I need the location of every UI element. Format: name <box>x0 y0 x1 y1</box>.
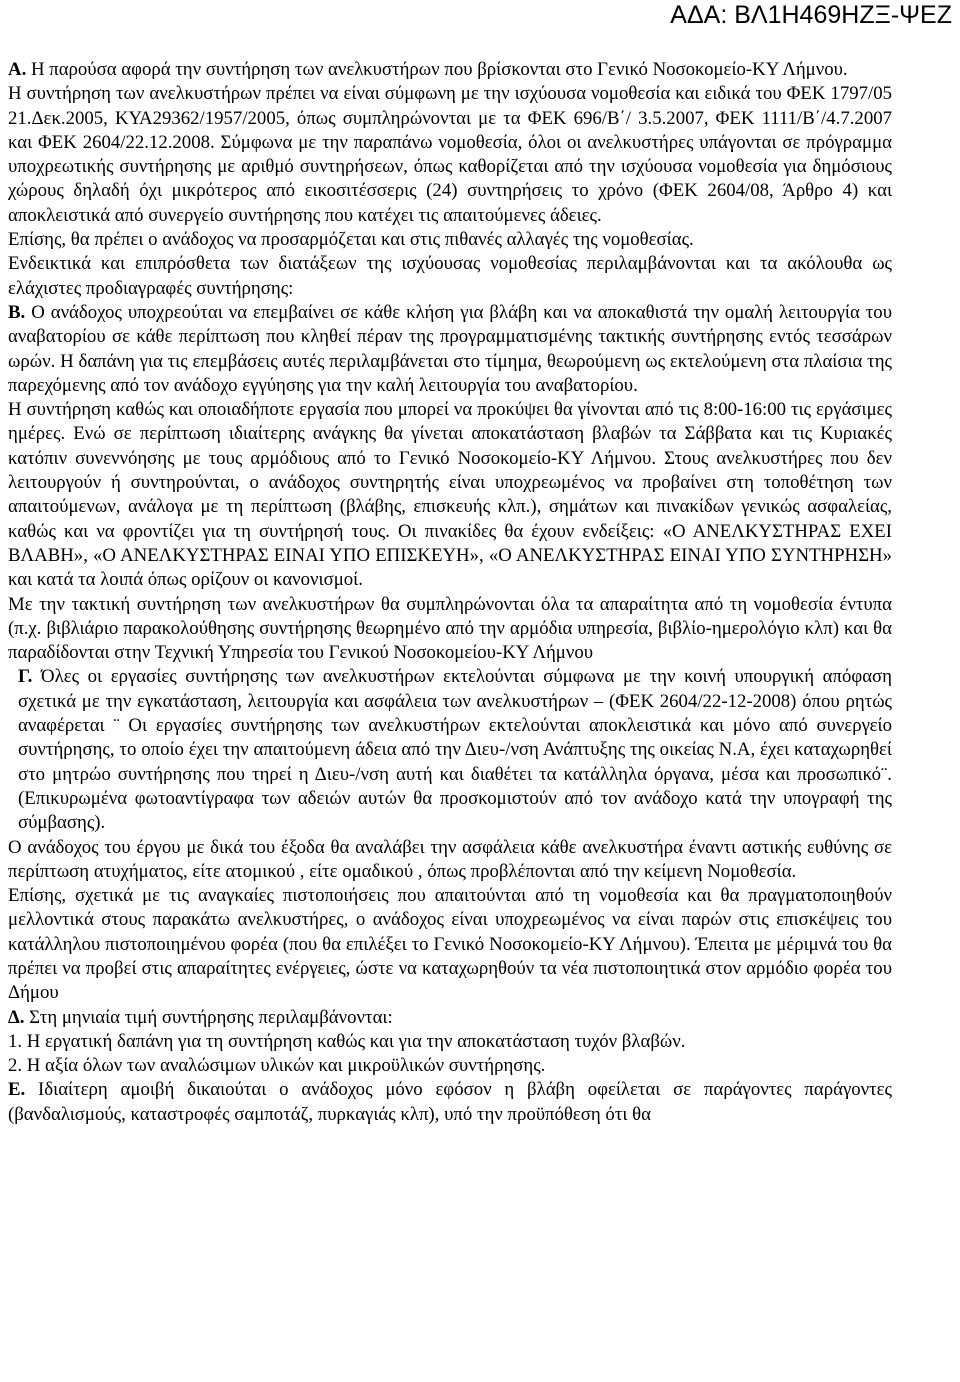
paragraph-legislation-changes <box>8 228 892 252</box>
section-label-e: Ε. <box>8 1079 26 1101</box>
list-item-2 <box>8 1054 892 1078</box>
paragraph-text: Με την τακτική συντήρηση των ανελκυστήρων θα συμπληρώνονται όλα τα απαραίτητα από τη νομοθεσία έντυπα (π.χ. βιβλιάριο παρακολούθησης συντήρησης θεωρημένο από την αρμόδια υπηρεσία, βιβλίο-ημερολόγιο κλπ) και θα παραδίδονται στην Τεχνική Υπηρεσία του Γενικού Νοσοκομείου-ΚΥ Λήμνου <box>8 593 892 664</box>
paragraph-forms <box>8 593 892 666</box>
paragraph-text: Επίσης, σχετικά με τις αναγκαίες πιστοποιήσεις που απαιτούνται από τη νομοθεσία και θα πραγματοποιηθούν μελλοντικά στους παρακάτω ανελκυστήρες, ο ανάδοχος είναι υποχρεωμένος να είναι παρών στις επισκέψεις του κατάλληλου πιστοποιημένου φορέα (που θα επιλέξει το Γενικό Νοσοκομείο-ΚΥ Λήμνου). Έπειτα με μέριμνά του θα πρέπει να προβεί στις απαραίτητες ενέργειες, ώστε να καταχωρηθούν τα νέα πιστοποιητικά στον αρμόδιο φορέα του Δήμου <box>8 885 892 1004</box>
paragraph-text: Ιδιαίτερη αμοιβή δικαιούται ο ανάδοχος μόνο εφόσον η βλάβη οφείλεται σε παράγοντες παράγοντες (βανδαλισμούς, καταστροφές σαμποτάζ, πυρκαγιάς κλπ), υπό την προϋπόθεση ότι θα <box>8 1079 892 1125</box>
paragraph-text: Ενδεικτικά και επιπρόσθετα των διατάξεων της ισχύουσας νομοθεσίας περιλαμβάνονται και τα ακόλουθα ως ελάχιστες προδιαγραφές συντήρησης: <box>8 253 892 299</box>
paragraph-certifications <box>8 884 892 1005</box>
paragraph-b <box>8 301 892 398</box>
paragraph-text: Ο ανάδοχος του έργου με δικά του έξοδα θα αναλάβει την ασφάλεια κάθε ανελκυστήρα έναντι αστικής ευθύνης σε περίπτωση ατυχήματος, είτε ατομικού , είτε ομαδικού , όπως προβλέπονται από την κείμενη Νομοθεσία. <box>8 836 892 882</box>
paragraph-text: 2. Η αξία όλων των αναλώσιμων υλικών και μικροϋλικών συντήρησης. <box>8 1055 546 1077</box>
paragraph-specs-intro <box>8 252 892 301</box>
section-label-b: Β. <box>8 301 26 323</box>
paragraph-a <box>8 58 892 82</box>
paragraph-insurance <box>8 836 892 885</box>
paragraph-legislation <box>8 82 892 228</box>
paragraph-text: Ο ανάδοχος υποχρεούται να επεμβαίνει σε κάθε κλήση για βλάβη και να αποκαθιστά την ομαλή λειτουργία του αναβατορίου σε κάθε περίπτωση που κληθεί πέραν της προγραμματισμένης τακτικής συντήρησης εντός τεσσάρων ωρών. Η δαπάνη για τις επεμβάσεις αυτές περιλαμβάνεται στο τίμημα, θεωρούμενη ως εκτελούμενη στα πλαίσια της παρεχόμενης από τον ανάδοχο εγγύησης για την καλή λειτουργία του αναβατορίου. <box>8 301 892 396</box>
section-label-c: Γ. <box>18 666 33 688</box>
section-label-d: Δ. <box>8 1006 25 1028</box>
list-item-1 <box>8 1030 892 1054</box>
paragraph-text: Η συντήρηση των ανελκυστήρων πρέπει να είναι σύμφωνη με την ισχύουσα νομοθεσία και ειδικά του ΦΕΚ 1797/05 21.Δεκ.2005, ΚΥΑ29362/1957/2005, όπως συμπληρώνονται με τα ΦΕΚ 696/Β΄/ 3.5.2007, ΦΕΚ 1111/Β΄/4.7.2007 και ΦΕΚ 2604/22.12.2008. Σύμφωνα με την παραπάνω νομοθεσία, όλοι οι ανελκυστήρες υπάγονται σε πρόγραμμα υποχρεωτικής συντήρησης με αριθμό συντηρήσεων, όπως καθορίζεται από την ισχύουσα νομοθεσία για δημόσιους χώρους δηλαδή όχι μικρότερος από εικοσιτέσσερις (24) συντηρήσεις το χρόνο (ΦΕΚ 2604/08, Άρθρο 4) και αποκλειστικά από συνεργείο συντήρησης που κατέχει τις απαιτούμενες άδειες. <box>8 83 892 226</box>
ada-code: ΑΔΑ: ΒΛ1Η469ΗΖΞ-ΨΕΖ <box>670 1 952 29</box>
paragraph-text: Η συντήρηση καθώς και οποιαδήποτε εργασία που μπορεί να προκύψει θα γίνονται από τις 8:00-16:00 τις εργάσιμες ημέρες. Ενώ σε περίπτωση ιδιαίτερης ανάγκης θα γίνεται αποκατάσταση βλαβών τα Σάββατα και τις Κυριακές κατόπιν συνεννόησης με τους αρμόδιους από το Γενικό Νοσοκομείο-ΚΥ Λήμνου. Στους ανελκυστήρες που δεν λειτουργούν ή συντηρούνται, ο ανάδοχος συντηρητής είναι υποχρεωμένος να προβαίνει στη τοποθέτηση των απαιτούμενων, ανάλογα με τη περίπτωση (βλάβης, επισκευής κλπ.), σημάτων και πινακίδων γενικώς ασφαλείας, καθώς και να φροντίζει για τη συντήρησή τους. Οι πινακίδες θα έχουν ενδείξεις: «Ο ΑΝΕΛΚΥΣΤΗΡΑΣ ΕΧΕΙ ΒΛΑΒΗ», «Ο ΑΝΕΛΚΥΣΤΗΡΑΣ ΕΙΝΑΙ ΥΠΟ ΕΠΙΣΚΕΥΗ», «Ο ΑΝΕΛΚΥΣΤΗΡΑΣ ΕΙΝΑΙ ΥΠΟ ΣΥΝΤΗΡΗΣΗ» και κατά τα λοιπά όπως ορίζουν οι κανονισμοί. <box>8 399 892 591</box>
paragraph-e <box>8 1078 892 1127</box>
paragraph-c <box>8 665 892 835</box>
paragraph-text: Η παρούσα αφορά την συντήρηση των ανελκυστήρων που βρίσκονται στο Γενικό Νοσοκομείο-ΚΥ Λήμνου. <box>26 59 848 80</box>
paragraph-d <box>8 1006 892 1030</box>
paragraph-text: Όλες οι εργασίες συντήρησης των ανελκυστήρων εκτελούνται σύμφωνα με την κοινή υπουργική απόφαση σχετικά με την εγκατάσταση, λειτουργία και ασφάλεια των ανελκυστήρων – (ΦΕΚ 2604/22-12-2008) όπου ρητώς αναφέρεται ¨ Οι εργασίες συντήρησης των ανελκυστήρων εκτελούνται αποκλειστικά και μόνο από συνεργείο συντήρησης, το οποίο έχει την απαιτούμενη άδεια από την Διευ-/νση Ανάπτυξης της οικείας Ν.Α, έχει καταχωρηθεί στο μητρώο συντήρησης που τηρεί η Διευ-/νση αυτή και διαθέτει τα κατάλληλα όργανα, μέσα και προσωπικό¨. (Επικυρωμένα φωτοαντίγραφα των αδειών αυτών θα προσκομιστούν από τον ανάδοχο κατά την υπογραφή της σύμβασης). <box>18 666 892 834</box>
document-body <box>8 58 892 1127</box>
paragraph-text: Επίσης, θα πρέπει ο ανάδοχος να προσαρμόζεται και στις πιθανές αλλαγές της νομοθεσίας. <box>8 229 694 251</box>
paragraph-text: Στη μηνιαία τιμή συντήρησης περιλαμβάνονται: <box>24 1006 393 1028</box>
section-label-a: Α. <box>8 59 27 80</box>
paragraph-working-hours <box>8 398 892 592</box>
paragraph-text: 1. Η εργατική δαπάνη για τη συντήρηση καθώς και για την αποκατάσταση τυχόν βλαβών. <box>8 1030 686 1052</box>
